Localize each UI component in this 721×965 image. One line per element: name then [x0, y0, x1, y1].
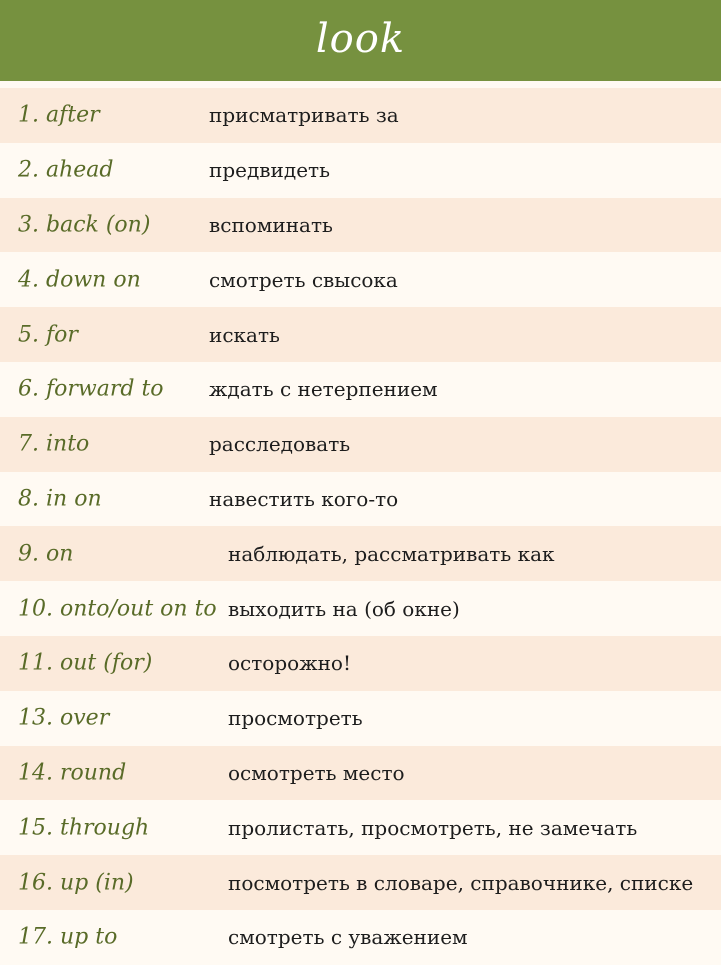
item-translation: наблюдать, рассматривать как: [228, 541, 555, 566]
list-item: [0, 143, 721, 198]
item-phrase: ahead: [46, 157, 114, 183]
phrasal-verb-list: [0, 88, 721, 965]
item-number-and-phrase: [18, 486, 102, 511]
item-translation: пролистать, просмотреть, не замечать: [228, 815, 638, 840]
item-number-and-phrase: [18, 925, 117, 950]
item-translation: вспоминать: [209, 212, 333, 237]
list-item: [0, 855, 721, 910]
item-phrase: on: [46, 541, 74, 567]
item-translation: осторожно!: [228, 651, 351, 676]
item-number: 15.: [18, 815, 53, 841]
page-title: look: [315, 15, 406, 62]
item-phrase: out (for): [60, 650, 153, 676]
item-translation: предвидеть: [209, 158, 330, 183]
item-number-and-phrase: [18, 541, 73, 566]
item-number-and-phrase: [18, 158, 114, 183]
item-phrase: up (in): [60, 870, 134, 896]
item-phrase: through: [60, 815, 150, 841]
item-number: 9.: [18, 541, 39, 567]
list-item: [0, 307, 721, 362]
item-number: 3.: [18, 212, 39, 238]
item-translation: осмотреть место: [228, 760, 405, 785]
item-phrase: into: [46, 431, 90, 457]
item-phrase: forward to: [46, 376, 164, 402]
list-item: [0, 362, 721, 417]
title-banner: [0, 0, 721, 81]
item-translation: смотреть свысока: [209, 267, 398, 292]
item-phrase: over: [60, 705, 110, 731]
item-number-and-phrase: [18, 432, 89, 457]
item-number-and-phrase: [18, 267, 141, 292]
item-number: 13.: [18, 705, 53, 731]
item-translation: смотреть с уважением: [228, 925, 468, 950]
item-number: 10.: [18, 596, 53, 622]
item-number: 1.: [18, 102, 39, 128]
item-number-and-phrase: [18, 815, 149, 840]
item-phrase: for: [46, 322, 78, 348]
item-phrase: round: [60, 760, 127, 786]
item-number-and-phrase: [18, 103, 100, 128]
item-number-and-phrase: [18, 706, 109, 731]
item-number: 17.: [18, 924, 53, 950]
item-phrase: up to: [60, 924, 118, 950]
item-number: 5.: [18, 322, 39, 348]
item-translation: посмотреть в словаре, справочнике, списке: [228, 870, 694, 895]
item-number: 6.: [18, 376, 39, 402]
item-number: 4.: [18, 267, 39, 293]
item-number-and-phrase: [18, 870, 134, 895]
item-phrase: back (on): [46, 212, 151, 238]
list-item: [0, 581, 721, 636]
item-number-and-phrase: [18, 596, 217, 621]
item-translation: просмотреть: [228, 706, 363, 731]
item-number: 8.: [18, 486, 39, 512]
item-phrase: onto/out on to: [60, 596, 217, 622]
item-number: 2.: [18, 157, 39, 183]
item-translation: присматривать за: [209, 103, 399, 128]
item-translation: расследовать: [209, 432, 351, 457]
list-item: [0, 800, 721, 855]
item-translation: искать: [209, 322, 280, 347]
list-item: [0, 198, 721, 253]
item-number: 11.: [18, 650, 53, 676]
list-item: [0, 526, 721, 581]
item-number-and-phrase: [18, 212, 150, 237]
item-number-and-phrase: [18, 760, 126, 785]
item-number-and-phrase: [18, 322, 78, 347]
item-number-and-phrase: [18, 651, 152, 676]
list-item: [0, 88, 721, 143]
item-number: 7.: [18, 431, 39, 457]
list-item: [0, 636, 721, 691]
list-item: [0, 417, 721, 472]
item-phrase: down on: [46, 267, 141, 293]
item-phrase: after: [46, 102, 100, 128]
list-item: [0, 910, 721, 965]
item-number: 14.: [18, 760, 53, 786]
item-number: 16.: [18, 870, 53, 896]
list-item: [0, 252, 721, 307]
item-phrase: in on: [46, 486, 102, 512]
item-translation: выходить на (об окне): [228, 596, 460, 621]
list-item: [0, 691, 721, 746]
list-item: [0, 472, 721, 527]
item-translation: навестить кого-то: [209, 486, 399, 511]
list-item: [0, 746, 721, 801]
item-translation: ждать с нетерпением: [209, 377, 438, 402]
item-number-and-phrase: [18, 377, 164, 402]
